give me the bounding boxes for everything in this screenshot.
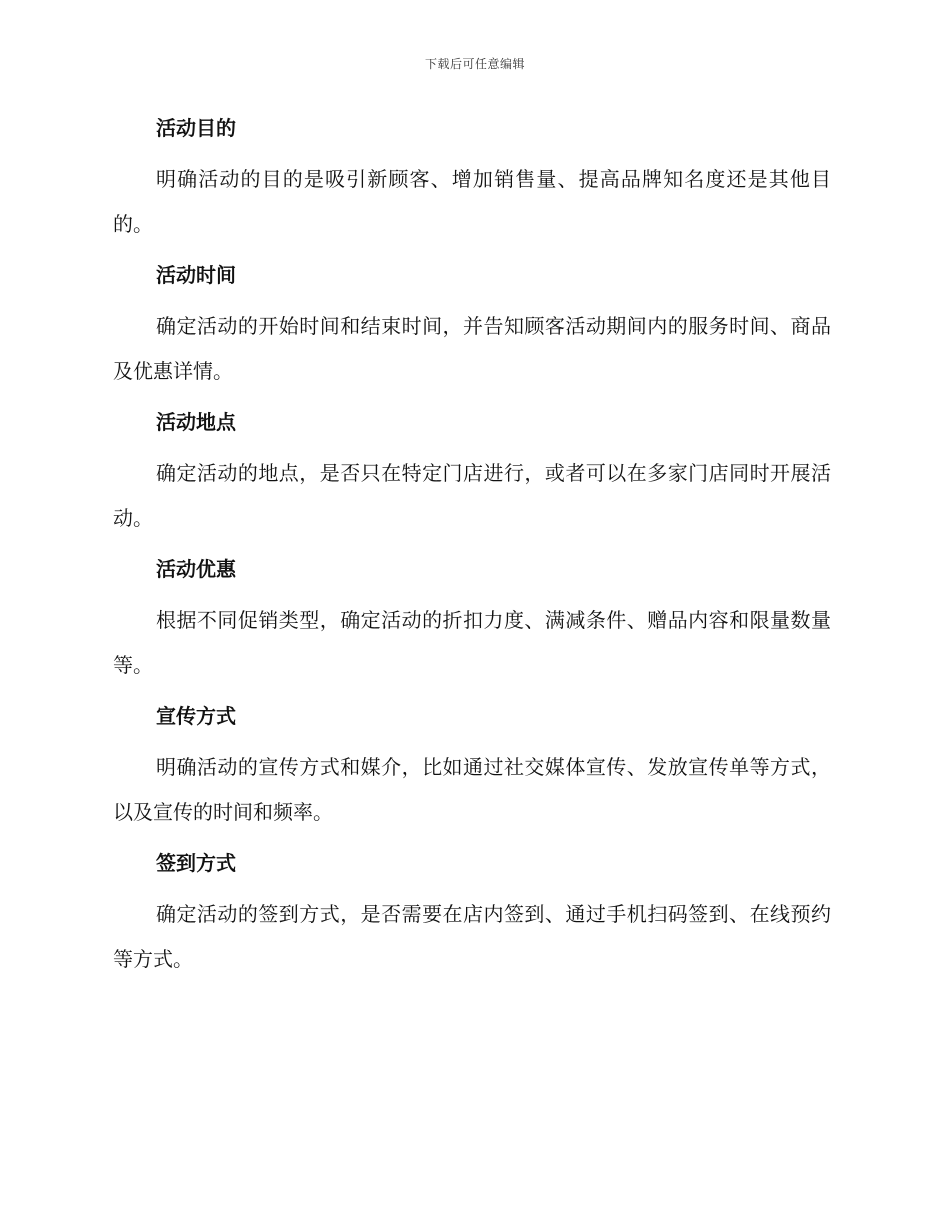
section-time bbox=[113, 253, 831, 394]
section-location bbox=[113, 400, 831, 541]
section-discount bbox=[113, 547, 831, 688]
section-title: 活动优惠 bbox=[156, 557, 236, 581]
section-body: 明确活动的目的是吸引新顾客、增加销售量、提高品牌知名度还是其他目的。 bbox=[113, 167, 831, 236]
section-title: 活动目的 bbox=[156, 116, 236, 140]
section-promotion bbox=[113, 694, 831, 835]
document-content bbox=[113, 106, 831, 988]
section-body: 根据不同促销类型，确定活动的折扣力度、满减条件、赠品内容和限量数量等。 bbox=[113, 608, 831, 677]
section-body: 确定活动的签到方式，是否需要在店内签到、通过手机扫码签到、在线预约等方式。 bbox=[113, 902, 831, 971]
section-checkin bbox=[113, 841, 831, 982]
section-body: 明确活动的宣传方式和媒介，比如通过社交媒体宣传、发放宣传单等方式，以及宣传的时间和频率。 bbox=[113, 755, 831, 824]
section-purpose bbox=[113, 106, 831, 247]
section-title: 签到方式 bbox=[156, 851, 236, 875]
section-title: 活动时间 bbox=[156, 263, 236, 287]
section-body: 确定活动的地点，是否只在特定门店进行，或者可以在多家门店同时开展活动。 bbox=[113, 461, 831, 530]
section-title: 宣传方式 bbox=[156, 704, 236, 728]
section-body: 确定活动的开始时间和结束时间，并告知顾客活动期间内的服务时间、商品及优惠详情。 bbox=[113, 314, 831, 383]
section-title: 活动地点 bbox=[156, 410, 236, 434]
page-header: 下载后可任意编辑 bbox=[424, 57, 525, 71]
